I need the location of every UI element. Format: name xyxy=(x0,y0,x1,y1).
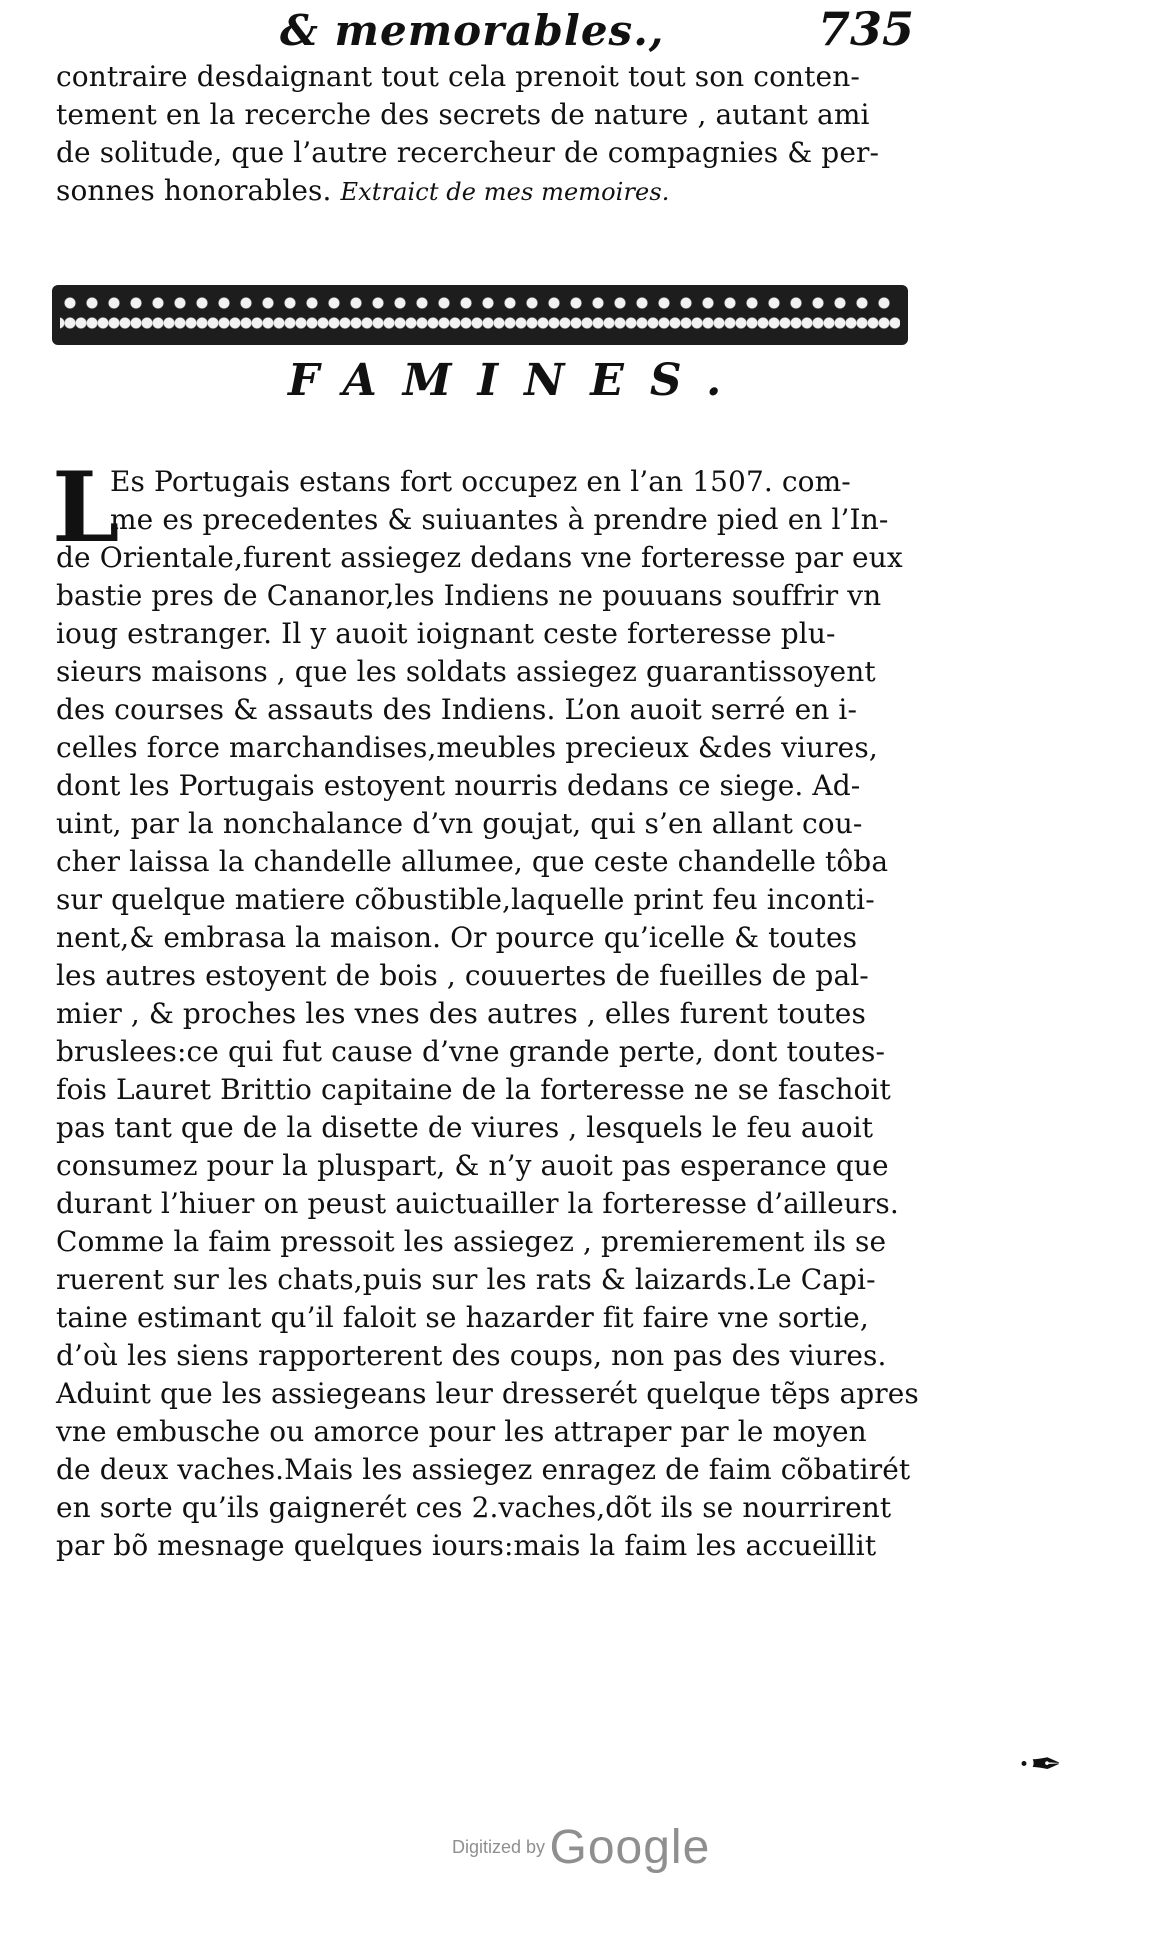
top-line-4 xyxy=(56,172,669,211)
body-line-14: les autres estoyent de bois , couuertes de fueilles de pal- xyxy=(56,959,869,992)
body-line-9: dont les Portugais estoyent nourris dedans ce siege. Ad- xyxy=(56,769,861,802)
top-line-1: contraire desdaignant tout cela prenoit tout son conten- xyxy=(56,60,860,93)
ornamental-divider xyxy=(52,285,908,345)
body-line-19: consumez pour la pluspart, & n’y auoit pas esperance que xyxy=(56,1149,889,1182)
bottom-mark: ·✒ xyxy=(1018,1742,1062,1786)
body-line-5: ioug estranger. Il y auoit ioignant ceste forteresse plu- xyxy=(56,617,836,650)
body-line-7: des courses & assauts des Indiens. L’on auoit serré en i- xyxy=(56,693,858,726)
body-line-24: d’où les siens rapporterent des coups, non pas des viures. xyxy=(56,1339,887,1372)
body-line-29: par bõ mesnage quelques iours:mais la faim les accueillit xyxy=(56,1529,877,1562)
drop-cap: L xyxy=(52,451,120,564)
body-line-18: pas tant que de la disette de viures , lesquels le feu auoit xyxy=(56,1111,874,1144)
body-line-4: bastie pres de Cananor,les Indiens ne pouuans souffrir vn xyxy=(56,579,882,612)
body-line-28: en sorte qu’ils gaignerét ces 2.vaches,dõt ils se nourrirent xyxy=(56,1491,892,1524)
body-line-2: me es precedentes & suiuantes à prendre pied en l’In- xyxy=(110,503,889,536)
body-line-12: sur quelque matiere cõbustible,laquelle print feu inconti- xyxy=(56,883,875,916)
running-head: & memorables., xyxy=(280,6,665,55)
top-line-4-text: sonnes honorables. xyxy=(56,174,332,207)
top-line-2: tement en la recerche des secrets de nature , autant ami xyxy=(56,98,870,131)
body-line-16: bruslees:ce qui fut cause d’vne grande perte, dont toutes- xyxy=(56,1035,886,1068)
body-line-11: cher laissa la chandelle allumee, que ceste chandelle tôba xyxy=(56,845,889,878)
body-line-20: durant l’hiuer on peust auictuailler la forteresse d’ailleurs. xyxy=(56,1187,899,1220)
body-line-27: de deux vaches.Mais les assiegez enragez de faim cõbatirét xyxy=(56,1453,911,1486)
body-line-3: de Orientale,furent assiegez dedans vne forteresse par eux xyxy=(56,541,903,574)
source-note: Extraict de mes memoires. xyxy=(340,178,670,206)
body-line-26: vne embusche ou amorce pour les attraper par le moyen xyxy=(56,1415,867,1448)
body-line-6: sieurs maisons , que les soldats assiegez guarantissoyent xyxy=(56,655,876,688)
body-line-25: Aduint que les assiegeans leur dresserét quelque tẽps apres xyxy=(56,1377,919,1410)
body-line-23: taine estimant qu’il faloit se hazarder fit faire vne sortie, xyxy=(56,1301,869,1334)
body-line-17: fois Lauret Brittio capitaine de la forteresse ne se faschoit xyxy=(56,1073,891,1106)
body-line-15: mier , & proches les vnes des autres , elles furent toutes xyxy=(56,997,866,1030)
section-title: FAMINES. xyxy=(288,355,748,406)
body-line-13: nent,& embrasa la maison. Or pource qu’icelle & toutes xyxy=(56,921,858,954)
top-line-3: de solitude, que l’autre recercheur de compagnies & per- xyxy=(56,136,880,169)
body-line-21: Comme la faim pressoit les assiegez , premierement ils se xyxy=(56,1225,887,1258)
body-line-10: uint, par la nonchalance d’vn goujat, qui s’en allant cou- xyxy=(56,807,863,840)
body-line-8: celles force marchandises,meubles precieux &des viures, xyxy=(56,731,878,764)
page-number: 735 xyxy=(818,2,915,56)
body-line-1: Es Portugais estans fort occupez en l’an 1507. com- xyxy=(110,465,851,498)
watermark-logo-text: Google xyxy=(549,1821,711,1874)
watermark-small-text: Digitized by xyxy=(452,1837,546,1857)
body-line-22: ruerent sur les chats,puis sur les rats & laizards.Le Capi- xyxy=(56,1263,876,1296)
google-watermark xyxy=(452,1820,710,1875)
